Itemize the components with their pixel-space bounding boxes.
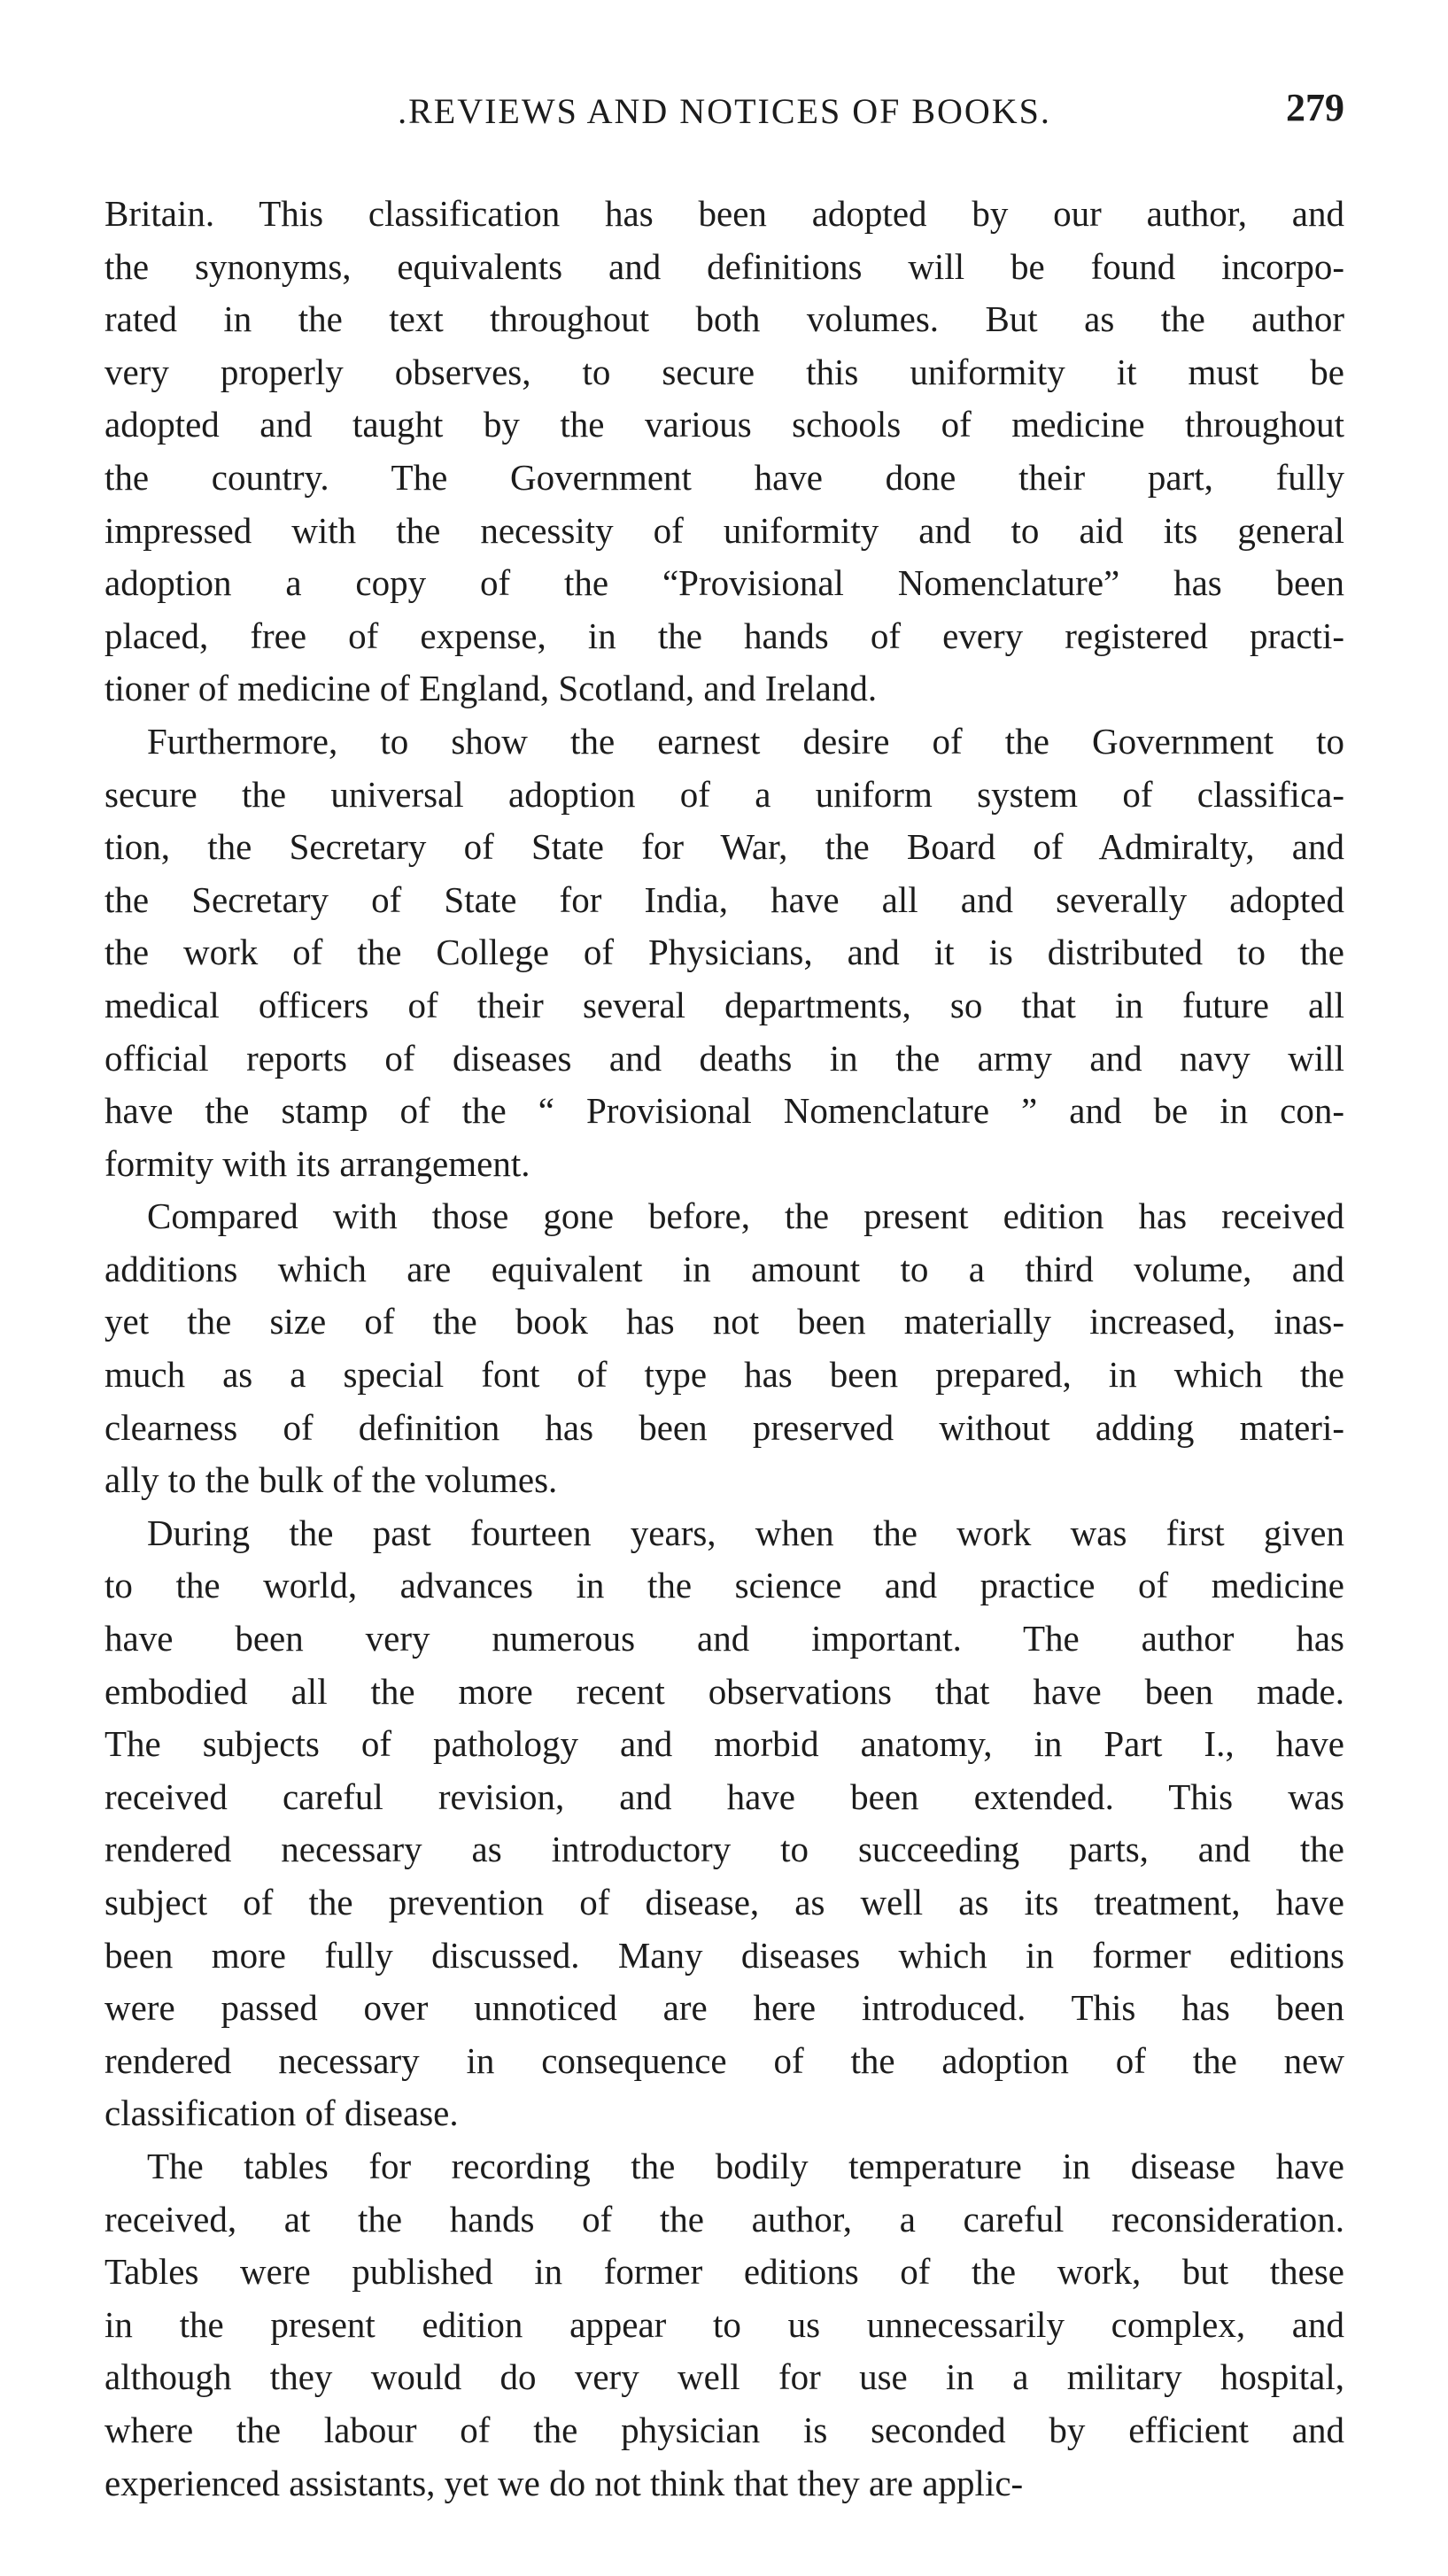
text-line: impressed with the necessity of uniformity and to aid its general	[105, 509, 1344, 551]
text-line: Britain. This classification has been adopted by our author, and	[105, 193, 1344, 234]
text-line: very properly observes, to secure this uniformity it must be	[105, 351, 1344, 392]
text-line: embodied all the more recent observations that have been made.	[105, 1670, 1344, 1712]
text-line: formity with its arrangement.	[105, 1142, 530, 1184]
text-line: placed, free of expense, in the hands of every registered practi-	[105, 615, 1344, 656]
text-line: experienced assistants, yet we do not think that they are applic-	[105, 2462, 1024, 2503]
text-line: The tables for recording the bodily temperature in disease have	[147, 2145, 1344, 2186]
text-line: the work of the College of Physicians, and it is distributed to the	[105, 932, 1344, 973]
text-line: Compared with those gone before, the present edition has received	[147, 1195, 1344, 1237]
text-line: received careful revision, and have been extended. This was	[105, 1775, 1344, 1817]
text-line: classification of disease.	[105, 2093, 459, 2134]
text-line: rendered necessary as introductory to succeeding parts, and the	[105, 1829, 1344, 1870]
text-line: were passed over unnoticed are here introduced. This has been	[105, 1987, 1344, 2029]
text-line: During the past fourteen years, when the work was first given	[147, 1512, 1344, 1553]
paragraph	[105, 1507, 1344, 2140]
body-text	[105, 188, 1344, 2510]
page-number: 279	[1286, 86, 1344, 129]
text-line: rated in the text throughout both volumes. But as the author	[105, 298, 1344, 340]
text-line: official reports of diseases and deaths in the army and navy will	[105, 1037, 1344, 1079]
text-line: received, at the hands of the author, a careful reconsideration.	[105, 2198, 1344, 2239]
text-line: Furthermore, to show the earnest desire of the Government to	[147, 720, 1344, 762]
text-line: the country. The Government have done their part, fully	[105, 456, 1344, 498]
text-line: adopted and taught by the various schools of medicine throughout	[105, 404, 1344, 445]
text-line: medical officers of their several departments, so that in future all	[105, 984, 1344, 1025]
text-line: where the labour of the physician is seconded by efficient and	[105, 2409, 1344, 2450]
text-line: the synonyms, equivalents and definitions will be found incorpo-	[105, 245, 1344, 287]
text-line: tion, the Secretary of State for War, the Board of Admiralty, and	[105, 826, 1344, 868]
text-line: have been very numerous and important. The author has	[105, 1618, 1344, 1659]
text-line: clearness of definition has been preserved without adding materi-	[105, 1406, 1344, 1448]
paragraph	[105, 716, 1344, 1190]
text-line: although they would do very well for use in a military hospital,	[105, 2356, 1344, 2398]
text-line: been more fully discussed. Many diseases which in former editions	[105, 1934, 1344, 1976]
text-line: in the present edition appear to us unnecessarily complex, and	[105, 2303, 1344, 2345]
text-line: The subjects of pathology and morbid anatomy, in Part I., have	[105, 1723, 1344, 1765]
text-line: additions which are equivalent in amount to a third volume, and	[105, 1248, 1344, 1289]
text-line: to the world, advances in the science and practice of medicine	[105, 1565, 1344, 1606]
text-line: adoption a copy of the “Provisional Nomenclature” has been	[105, 562, 1344, 604]
paragraph	[105, 2140, 1344, 2510]
text-line: subject of the prevention of disease, as well as its treatment, have	[105, 1882, 1344, 1922]
paragraph	[105, 188, 1344, 716]
text-line: yet the size of the book has not been materially increased, inas-	[105, 1301, 1344, 1342]
text-line: rendered necessary in consequence of the adoption of the new	[105, 2039, 1344, 2081]
text-line: tioner of medicine of England, Scotland, and Ireland.	[105, 668, 878, 709]
text-line: secure the universal adoption of a uniform system of classifica-	[105, 773, 1344, 815]
text-line: Tables were published in former editions of the work, but these	[105, 2251, 1344, 2293]
text-line: ally to the bulk of the volumes.	[105, 1459, 558, 1501]
paragraph	[105, 1190, 1344, 1507]
text-line: the Secretary of State for India, have all and severally adopted	[105, 878, 1344, 920]
text-line: much as a special font of type has been prepared, in which the	[105, 1354, 1344, 1396]
running-title: .REVIEWS AND NOTICES OF BOOKS.	[398, 91, 1051, 131]
page-header	[105, 86, 1344, 142]
text-line: have the stamp of the “ Provisional Nomenclature ” and be in con-	[105, 1090, 1344, 1132]
